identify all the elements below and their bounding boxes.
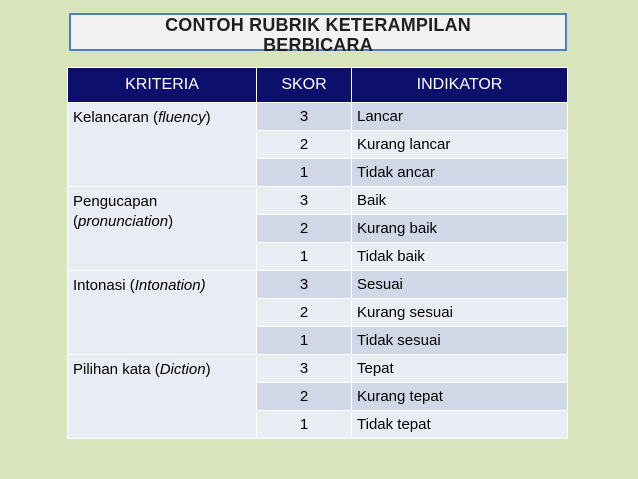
- indicator-cell: Tidak ancar: [352, 159, 568, 187]
- score-cell: 1: [257, 411, 352, 439]
- indicator-cell: Kurang baik: [352, 215, 568, 243]
- score-cell: 2: [257, 131, 352, 159]
- score-cell: 1: [257, 159, 352, 187]
- table-row: [68, 103, 568, 131]
- header-skor: SKOR: [257, 68, 352, 103]
- score-cell: 2: [257, 299, 352, 327]
- header-indikator: INDIKATOR: [352, 68, 568, 103]
- title-line-1: CONTOH RUBRIK KETERAMPILAN: [165, 15, 471, 35]
- table-header-row: [68, 68, 568, 103]
- indicator-cell: Kurang lancar: [352, 131, 568, 159]
- criteria-cell-diction: Pilihan kata (Diction): [68, 355, 257, 439]
- criteria-cell-fluency: Kelancaran (fluency): [68, 103, 257, 187]
- title-line-2: BERBICARA: [263, 35, 373, 55]
- indicator-cell: Baik: [352, 187, 568, 215]
- score-cell: 1: [257, 243, 352, 271]
- indicator-cell: Kurang tepat: [352, 383, 568, 411]
- score-cell: 3: [257, 187, 352, 215]
- indicator-cell: Tidak baik: [352, 243, 568, 271]
- score-cell: 3: [257, 271, 352, 299]
- indicator-cell: Kurang sesuai: [352, 299, 568, 327]
- score-cell: 2: [257, 383, 352, 411]
- score-cell: 2: [257, 215, 352, 243]
- header-kriteria: KRITERIA: [68, 68, 257, 103]
- indicator-cell: Lancar: [352, 103, 568, 131]
- table-row: [68, 187, 568, 215]
- score-cell: 3: [257, 103, 352, 131]
- rubric-table: [67, 67, 568, 439]
- indicator-cell: Tidak sesuai: [352, 327, 568, 355]
- score-cell: 3: [257, 355, 352, 383]
- score-cell: 1: [257, 327, 352, 355]
- table-row: [68, 355, 568, 383]
- indicator-cell: Sesuai: [352, 271, 568, 299]
- criteria-cell-intonation: Intonasi (Intonation): [68, 271, 257, 355]
- indicator-cell: Tidak tepat: [352, 411, 568, 439]
- indicator-cell: Tepat: [352, 355, 568, 383]
- criteria-cell-pronunciation: Pengucapan (pronunciation): [68, 187, 257, 271]
- slide-title: [69, 15, 567, 55]
- table-row: [68, 271, 568, 299]
